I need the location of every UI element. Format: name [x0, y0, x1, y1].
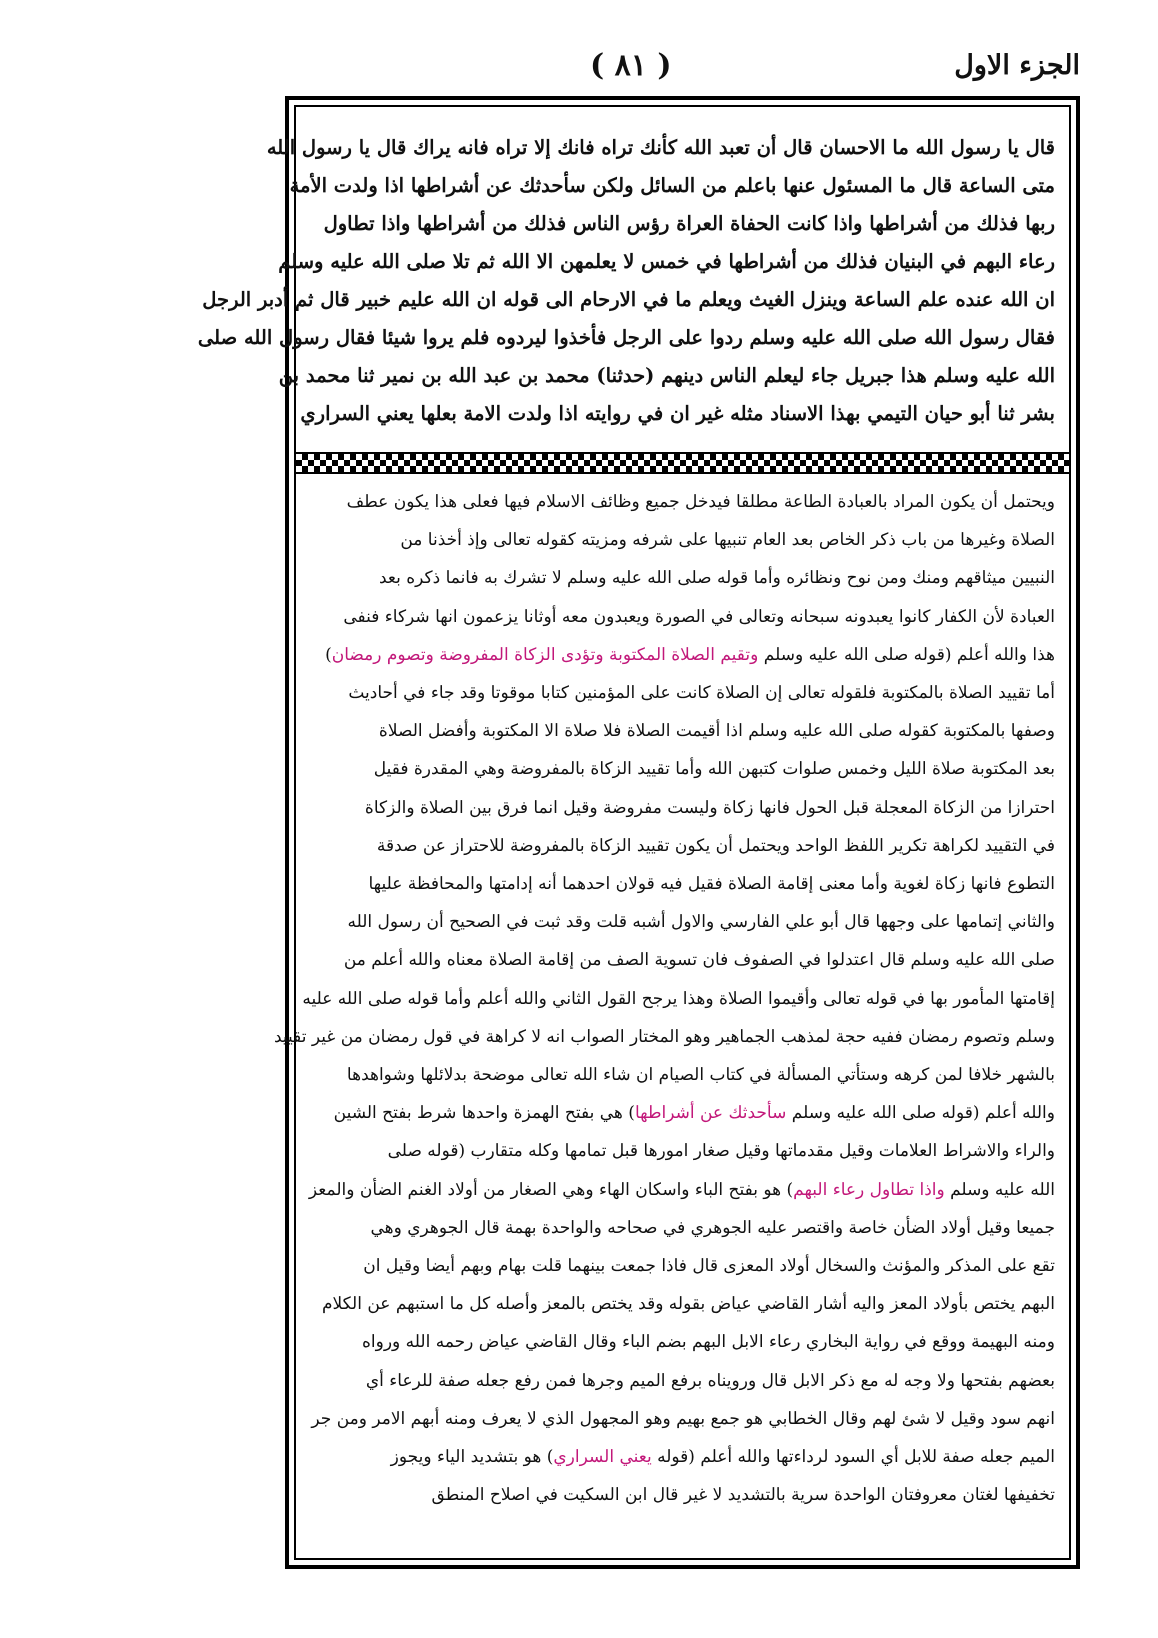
commentary-line: والراء والاشراط العلامات وقيل مقدماتها وقيل صغار امورها قبل تمامها وكله متقارب (قوله صلى [387, 1141, 1055, 1162]
highlighted-quote: سأحدثك عن أشراطها [634, 1103, 787, 1124]
volume-label: الجزء الاول [954, 50, 1080, 81]
text-segment: ) هو بفتح الباء واسكان الهاء وهي الصغار من أولاد الغنم الضأن والمعز [308, 1179, 794, 1200]
hadith-line: ان الله عنده علم الساعة وينزل الغيث ويعلم ما في الارحام الى قوله ان الله عليم خبير قال ثم أدبر الرجل [202, 288, 1055, 311]
commentary-line: احترازا من الزكاة المعجلة قبل الحول فانها زكاة وليست مفروضة وقيل انما فرق بين الصلاة والزكاة [364, 797, 1055, 818]
hadith-text-block [197, 129, 1055, 433]
page-number: ( ٨١ ) [590, 48, 672, 83]
commentary-line: في التقييد لكراهة تكرير اللفظ الواحد ويحتمل أن يكون تقييد الزكاة بالمفروضة للاحتراز عن صدقة [376, 835, 1055, 856]
commentary-line: تقع على المذكر والمؤنث والسخال أولاد المعزى قال فاذا جمعت بينهما قلت بهام وبهم أيضا وقيل ان [363, 1256, 1055, 1277]
commentary-line: بالشهر خلافا لمن كرهه وستأتي المسألة في كتاب الصيام ان شاء الله تعالى موضحة بدلائلها وشواهدها [346, 1065, 1055, 1086]
commentary-line: تخفيفها لغتان معروفتان الواحدة سرية بالتشديد لا غير قال ابن السكيت في اصلاح المنطق [431, 1485, 1055, 1506]
page-header [285, 40, 1080, 100]
hadith-line: الله عليه وسلم هذا جبريل جاء ليعلم الناس دينهم (حدثنا) محمد بن عبد الله بن نمير ثنا محمد بن [278, 364, 1055, 387]
hadith-line: بشر ثنا أبو حيان التيمي بهذا الاسناد مثله غير ان في روايته اذا ولدت الامة بعلها يعني السراري [300, 402, 1055, 425]
commentary-line: إقامتها المأمور بها في قوله تعالى وأقيموا الصلاة وهذا يرجح القول الثاني والله أعلم وأما قوله صلى الله عليه [302, 988, 1055, 1009]
commentary-line [310, 1094, 1055, 1132]
text-segment: الميم جعله صفة للابل أي السود لرداءتها والله أعلم (قوله [651, 1447, 1055, 1468]
text-segment: هذا والله أعلم (قوله صلى الله عليه وسلم [758, 644, 1055, 665]
commentary-line: التطوع فانها زكاة لغوية وأما معنى إقامة الصلاة فقيل فيه قولان احدهما أنه إدامتها والمحافظة عليها [368, 874, 1055, 895]
text-segment: الله عليه وسلم [944, 1179, 1055, 1200]
commentary-line: العبادة لأن الكفار كانوا يعبدونه سبحانه وتعالى في الصورة ويعبدون معه أوثانا يزعمون انها شركاء فنفى [343, 606, 1055, 627]
text-segment: والله أعلم (قوله صلى الله عليه وسلم [786, 1103, 1055, 1124]
commentary-line [310, 1171, 1055, 1209]
commentary-text-block [273, 483, 1055, 1514]
commentary-line: انهم سود وقيل لا شئ لهم وقال الخطابي هو جمع بهيم وهو المجهول الذي لا يعرف ومنه أبهم الامر ومن جر [311, 1408, 1055, 1429]
highlighted-quote: وتقيم الصلاة المكتوبة وتؤدى الزكاة المفروضة وتصوم رمضان [331, 644, 759, 665]
commentary-line: صلى الله عليه وسلم قال اعتدلوا في الصفوف فان تسوية الصف من إقامة الصلاة معناه والله أعلم من [343, 950, 1055, 971]
hadith-line: فقال رسول الله صلى الله عليه وسلم ردوا على الرجل فأخذوا ليردوه فلم يروا شيئا فقال رسول الله صلى [197, 326, 1055, 349]
commentary-line: بعد المكتوبة صلاة الليل وخمس صلوات كتبهن الله وأما تقييد الزكاة بالمفروضة وهي المقدرة فقيل [373, 759, 1055, 780]
commentary-line [310, 1438, 1055, 1476]
hadith-line: قال يا رسول الله ما الاحسان قال أن تعبد الله كأنك تراه فانك إلا تراه فانه يراك قال يا رسول الله [266, 136, 1055, 159]
text-segment: ) [325, 644, 332, 665]
commentary-line: الصلاة وغيرها من باب ذكر الخاص بعد العام تنبيها على شرفه ومزيته كقوله تعالى وإذ أخذنا من [400, 530, 1055, 551]
commentary-line: أما تقييد الصلاة بالمكتوبة فلقوله تعالى إن الصلاة كانت على المؤمنين كتابا موقوتا وقد جاء في أحاديث [348, 683, 1055, 704]
page-frame-inner [197, 105, 1071, 1560]
checkered-divider [296, 452, 1069, 474]
commentary-line: ويحتمل أن يكون المراد بالعبادة الطاعة مطلقا فيدخل جميع وظائف الاسلام فيها فعلى هذا يكون عطف [346, 492, 1055, 512]
page-frame [197, 96, 1080, 1569]
hadith-line: متى الساعة قال ما المسئول عنها باعلم من السائل ولكن سأحدثك عن أشراطها اذا ولدت الأمة [289, 174, 1055, 197]
commentary-line: بعضهم بفتحها ولا وجه له مع ذكر الابل قال ورويناه برفع الميم وجرها فمن رفع جعله صفة للرعاء أي [365, 1370, 1055, 1391]
commentary-line: وصفها بالمكتوبة كقوله صلى الله عليه وسلم اذا أقيمت الصلاة فلا صلاة الا المكتوبة وأفضل الصلاة [378, 721, 1055, 742]
text-segment: ) هي بفتح الهمزة واحدها شرط بفتح الشين [333, 1103, 635, 1124]
commentary-line: البهم يختص بأولاد المعز واليه أشار القاضي عياض بقوله وقد يختص بالمعز وأصله كل ما استبهم عن الكلام [321, 1294, 1055, 1315]
commentary-line: ومنه البهيمة ووقع في رواية البخاري رعاء الابل البهم بضم الباء وقال القاضي عياض رحمه الله ورواه [362, 1332, 1055, 1353]
highlighted-quote: يعني السراري [553, 1447, 652, 1468]
hadith-line: رعاء البهم في البنيان فذلك من أشراطها في خمس لا يعلمهن الا الله ثم تلا صلى الله عليه وسلم [278, 250, 1055, 273]
commentary-line: جميعا وقيل أولاد الضأن خاصة واقتصر عليه الجوهري في صحاحه والواحدة بهمة قال الجوهري وهي [370, 1217, 1055, 1238]
text-segment: ) هو بتشديد الياء ويجوز [390, 1447, 554, 1468]
commentary-line: وسلم وتصوم رمضان ففيه حجة لمذهب الجماهير وهو المختار الصواب انه لا كراهة في قول رمضان من غير تقييد [273, 1026, 1055, 1047]
commentary-line [310, 636, 1055, 674]
commentary-line: النبيين ميثاقهم ومنك ومن نوح ونظائره وأما قوله صلى الله عليه وسلم لا تشرك به فانما ذكره بعد [378, 568, 1055, 589]
hadith-line: ربها فذلك من أشراطها واذا كانت الحفاة العراة رؤس الناس فذلك من أشراطها واذا تطاول [323, 212, 1055, 235]
commentary-line: والثاني إتمامها على وجهها قال أبو علي الفارسي والاول أشبه قلت وقد ثبت في الصحيح أن رسول الله [347, 912, 1055, 933]
highlighted-quote: واذا تطاول رعاء البهم [793, 1179, 945, 1200]
